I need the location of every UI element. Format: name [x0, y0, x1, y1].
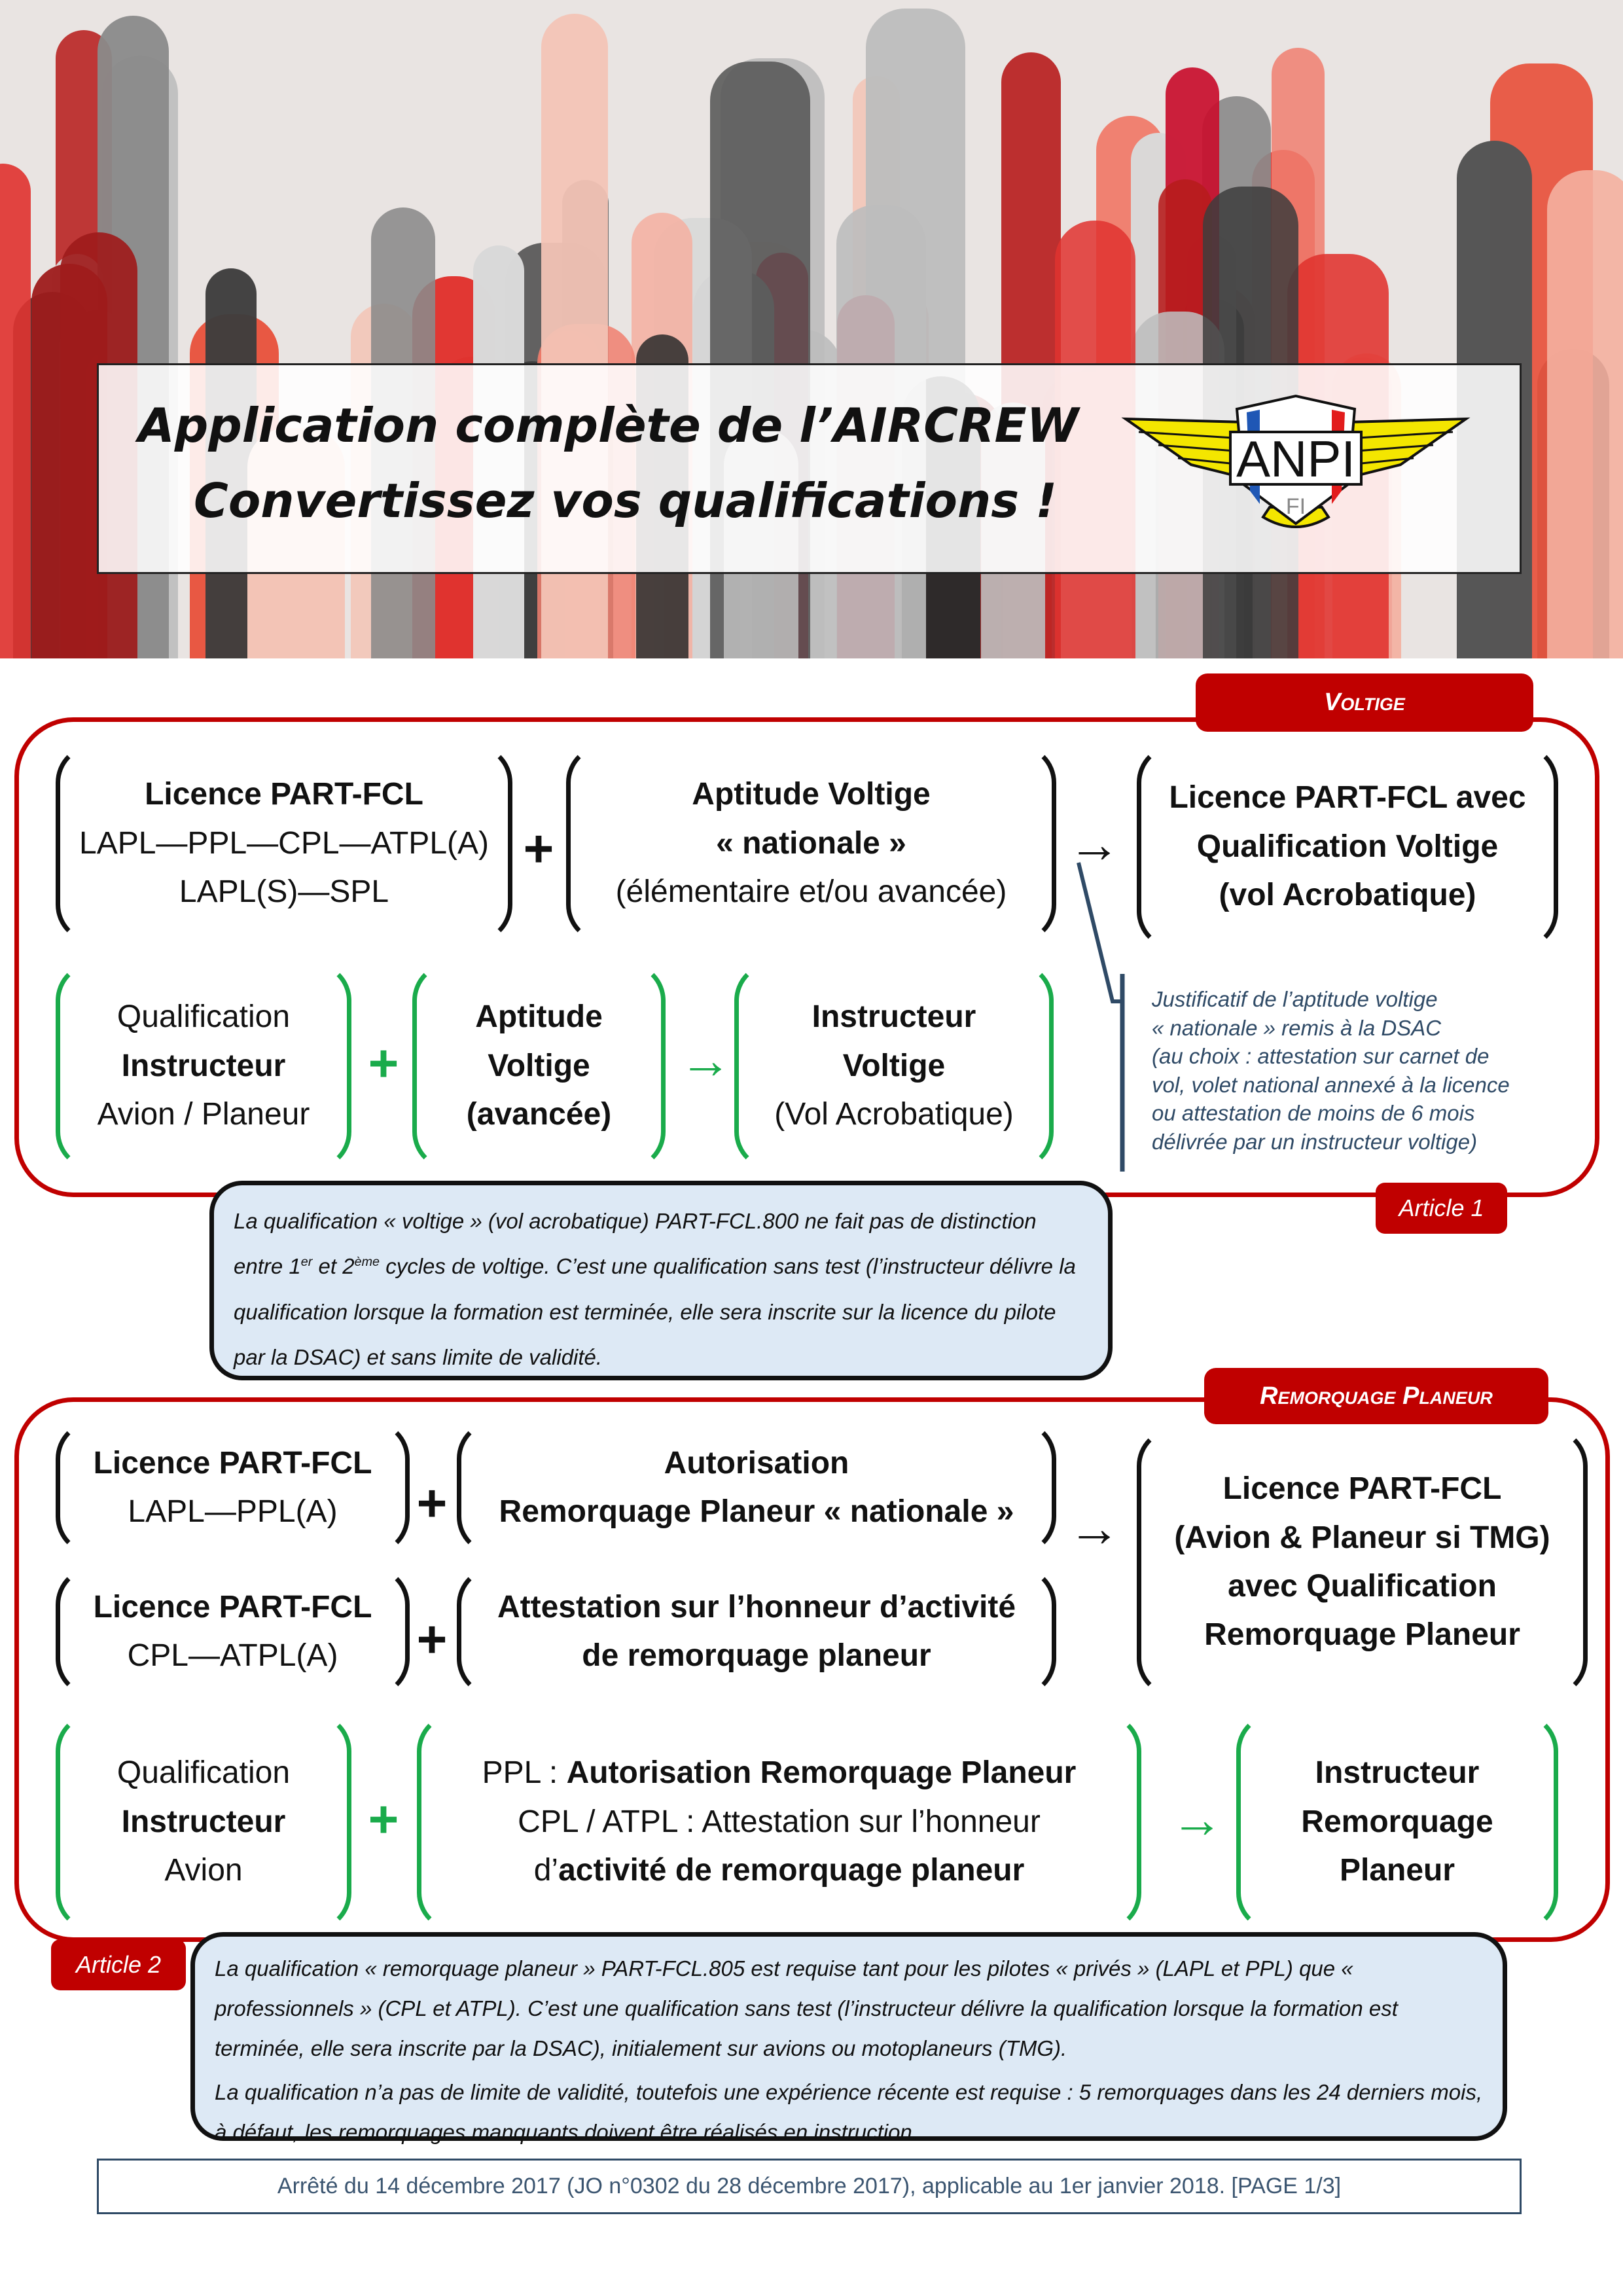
note-line: « nationale » remis à la DSAC — [1152, 1015, 1442, 1040]
box-title: « nationale » — [716, 825, 906, 861]
licence-voltige-result-box — [1137, 744, 1558, 950]
note-line: vol, volet national annexé à la licence — [1152, 1072, 1510, 1097]
box-line: Instructeur — [812, 999, 976, 1035]
instructeur-remorquage-box — [1236, 1712, 1558, 1932]
box-line: Aptitude — [475, 999, 603, 1035]
note-line: Justificatif de l’aptitude voltige — [1152, 987, 1438, 1011]
licence-cpl-atpl-box — [56, 1566, 410, 1698]
remorquage-info-paragraph: La qualification « remorquage planeur » PART-FCL.805 est requise tant pour les pilotes « privés » (LAPL et PPL) que « professionnels » (CPL et ATPL). C’est une qualification sans test (l’instructeur délivre la qualification lorsque la formation est terminée, elle sera inscrite par la DSAC), initialement sur avions ou motoplaneurs (TMG). — [215, 1956, 1398, 2061]
box-title: Licence PART-FCL — [93, 1445, 372, 1480]
box-line: (avancée) — [466, 1097, 612, 1132]
box-line: Remorquage — [1301, 1804, 1493, 1839]
box-line: Licence PART-FCL avec — [1169, 780, 1526, 816]
box-line: Instructeur — [121, 1804, 286, 1839]
box-line: de remorquage planeur — [582, 1638, 931, 1673]
footer-reference: Arrêté du 14 décembre 2017 (JO n°0302 du 28 décembre 2017), applicable au 1er janvier 2018. [PAGE 1/3] — [97, 2159, 1522, 2214]
qualification-instructeur-avion-box — [56, 1712, 351, 1932]
attestation-honneur-box — [457, 1566, 1056, 1698]
box-line: Licence PART-FCL — [1222, 1471, 1502, 1507]
svg-text:FI: FI — [1285, 494, 1306, 519]
box-line: (Avion & Planeur si TMG) — [1174, 1520, 1550, 1555]
voltige-info-text: La qualification « voltige » (vol acrobatique) PART-FCL.800 ne fait pas de distinction entre 1er et 2ème cycles de voltige. C’est une qualification sans test (l’instructeur délivre la qualification lorsque la formation est terminée, elle sera inscrite sur la licence du pilote par la DSAC) et sans limite de validité. — [234, 1209, 1076, 1369]
svg-text:ANPI: ANPI — [1236, 430, 1356, 488]
box-line: Qualification Voltige — [1196, 829, 1499, 864]
box-line: Avion — [164, 1853, 243, 1888]
box-line: CPL / ATPL : Attestation sur l’honneur — [518, 1804, 1041, 1839]
article-2-badge: Article 2 — [51, 1939, 186, 1990]
anpi-logo — [1113, 393, 1479, 543]
box-line: LAPL—PPL(A) — [128, 1494, 338, 1529]
note-line: ou attestation de moins de 6 mois — [1152, 1101, 1475, 1126]
box-line: Avion / Planeur — [97, 1097, 310, 1132]
arrow-right-icon: → — [1068, 815, 1120, 873]
arrow-right-icon: → — [1171, 1790, 1223, 1848]
voltige-info-box — [209, 1181, 1113, 1380]
plus-icon: + — [523, 819, 554, 878]
box-line: (vol Acrobatique) — [1219, 878, 1476, 913]
instructeur-requirements-box — [417, 1712, 1141, 1932]
box-line: d’activité de remorquage planeur — [533, 1853, 1025, 1888]
box-line: LAPL—PPL—CPL—ATPL(A) — [79, 825, 489, 861]
licence-lapl-ppl-box — [56, 1420, 410, 1556]
box-title: Licence PART-FCL — [145, 777, 423, 812]
aptitude-voltige-avancee-box — [412, 961, 666, 1171]
instructeur-voltige-box — [734, 961, 1054, 1171]
note-line: délivrée par un instructeur voltige) — [1152, 1129, 1478, 1154]
aptitude-voltige-box — [566, 744, 1056, 944]
box-line: Remorquage Planeur — [1204, 1617, 1520, 1653]
plus-icon: + — [368, 1790, 399, 1848]
note-line: (au choix : attestation sur carnet de — [1152, 1044, 1489, 1069]
note-callout-line — [1073, 857, 1139, 1178]
box-line: Qualification — [116, 1755, 291, 1791]
box-title: Aptitude Voltige — [692, 777, 931, 812]
arrow-right-icon: → — [1068, 1499, 1120, 1557]
hand-shape — [1547, 170, 1623, 658]
box-line: avec Qualification — [1228, 1569, 1497, 1604]
plus-icon: + — [416, 1474, 448, 1532]
box-line: Instructeur — [121, 1048, 286, 1083]
box-line: (Vol Acrobatique) — [774, 1097, 1014, 1132]
voltige-tab: Voltige — [1196, 673, 1533, 732]
box-line: CPL—ATPL(A) — [127, 1638, 338, 1673]
remorquage-info-paragraph: La qualification n’a pas de limite de validité, toutefois une expérience récente est requise : 5 remorquages dans les 24 derniers mois, à défaut, les remorquages manquants doivent être réalisés en instruction. — [215, 2080, 1483, 2145]
plus-icon: + — [368, 1034, 399, 1092]
box-line: PPL : Autorisation Remorquage Planeur — [482, 1755, 1077, 1791]
box-line: Attestation sur l’honneur d’activité — [497, 1589, 1016, 1624]
licence-remorquage-result-box — [1137, 1427, 1588, 1698]
autorisation-remorquage-box — [457, 1420, 1056, 1556]
arrow-right-icon: → — [679, 1031, 732, 1089]
box-line: Autorisation — [664, 1445, 849, 1480]
hand-shape — [0, 164, 31, 658]
plus-icon: + — [416, 1610, 448, 1668]
title-line-2: Convertissez vos qualifications ! — [194, 473, 1058, 528]
aptitude-justification-note — [1152, 985, 1510, 1156]
box-title: Licence PART-FCL — [93, 1589, 372, 1624]
box-line: Planeur — [1339, 1853, 1455, 1888]
remorquage-tab: Remorquage Planeur — [1204, 1368, 1548, 1424]
box-line: Voltige — [488, 1048, 590, 1083]
box-line: Voltige — [842, 1048, 946, 1083]
box-line: (élémentaire et/ou avancée) — [615, 874, 1007, 910]
qualification-instructeur-box — [56, 961, 351, 1171]
box-line: LAPL(S)—SPL — [179, 874, 389, 910]
box-line: Remorquage Planeur « nationale » — [499, 1494, 1014, 1529]
box-line: Qualification — [116, 999, 291, 1035]
article-1-badge: Article 1 — [1376, 1183, 1507, 1234]
licence-part-fcl-box — [56, 744, 512, 944]
title-line-1: Application complète de l’AIRCREW — [138, 398, 1079, 453]
box-line: Instructeur — [1315, 1755, 1480, 1791]
remorquage-info-box — [190, 1932, 1507, 2145]
